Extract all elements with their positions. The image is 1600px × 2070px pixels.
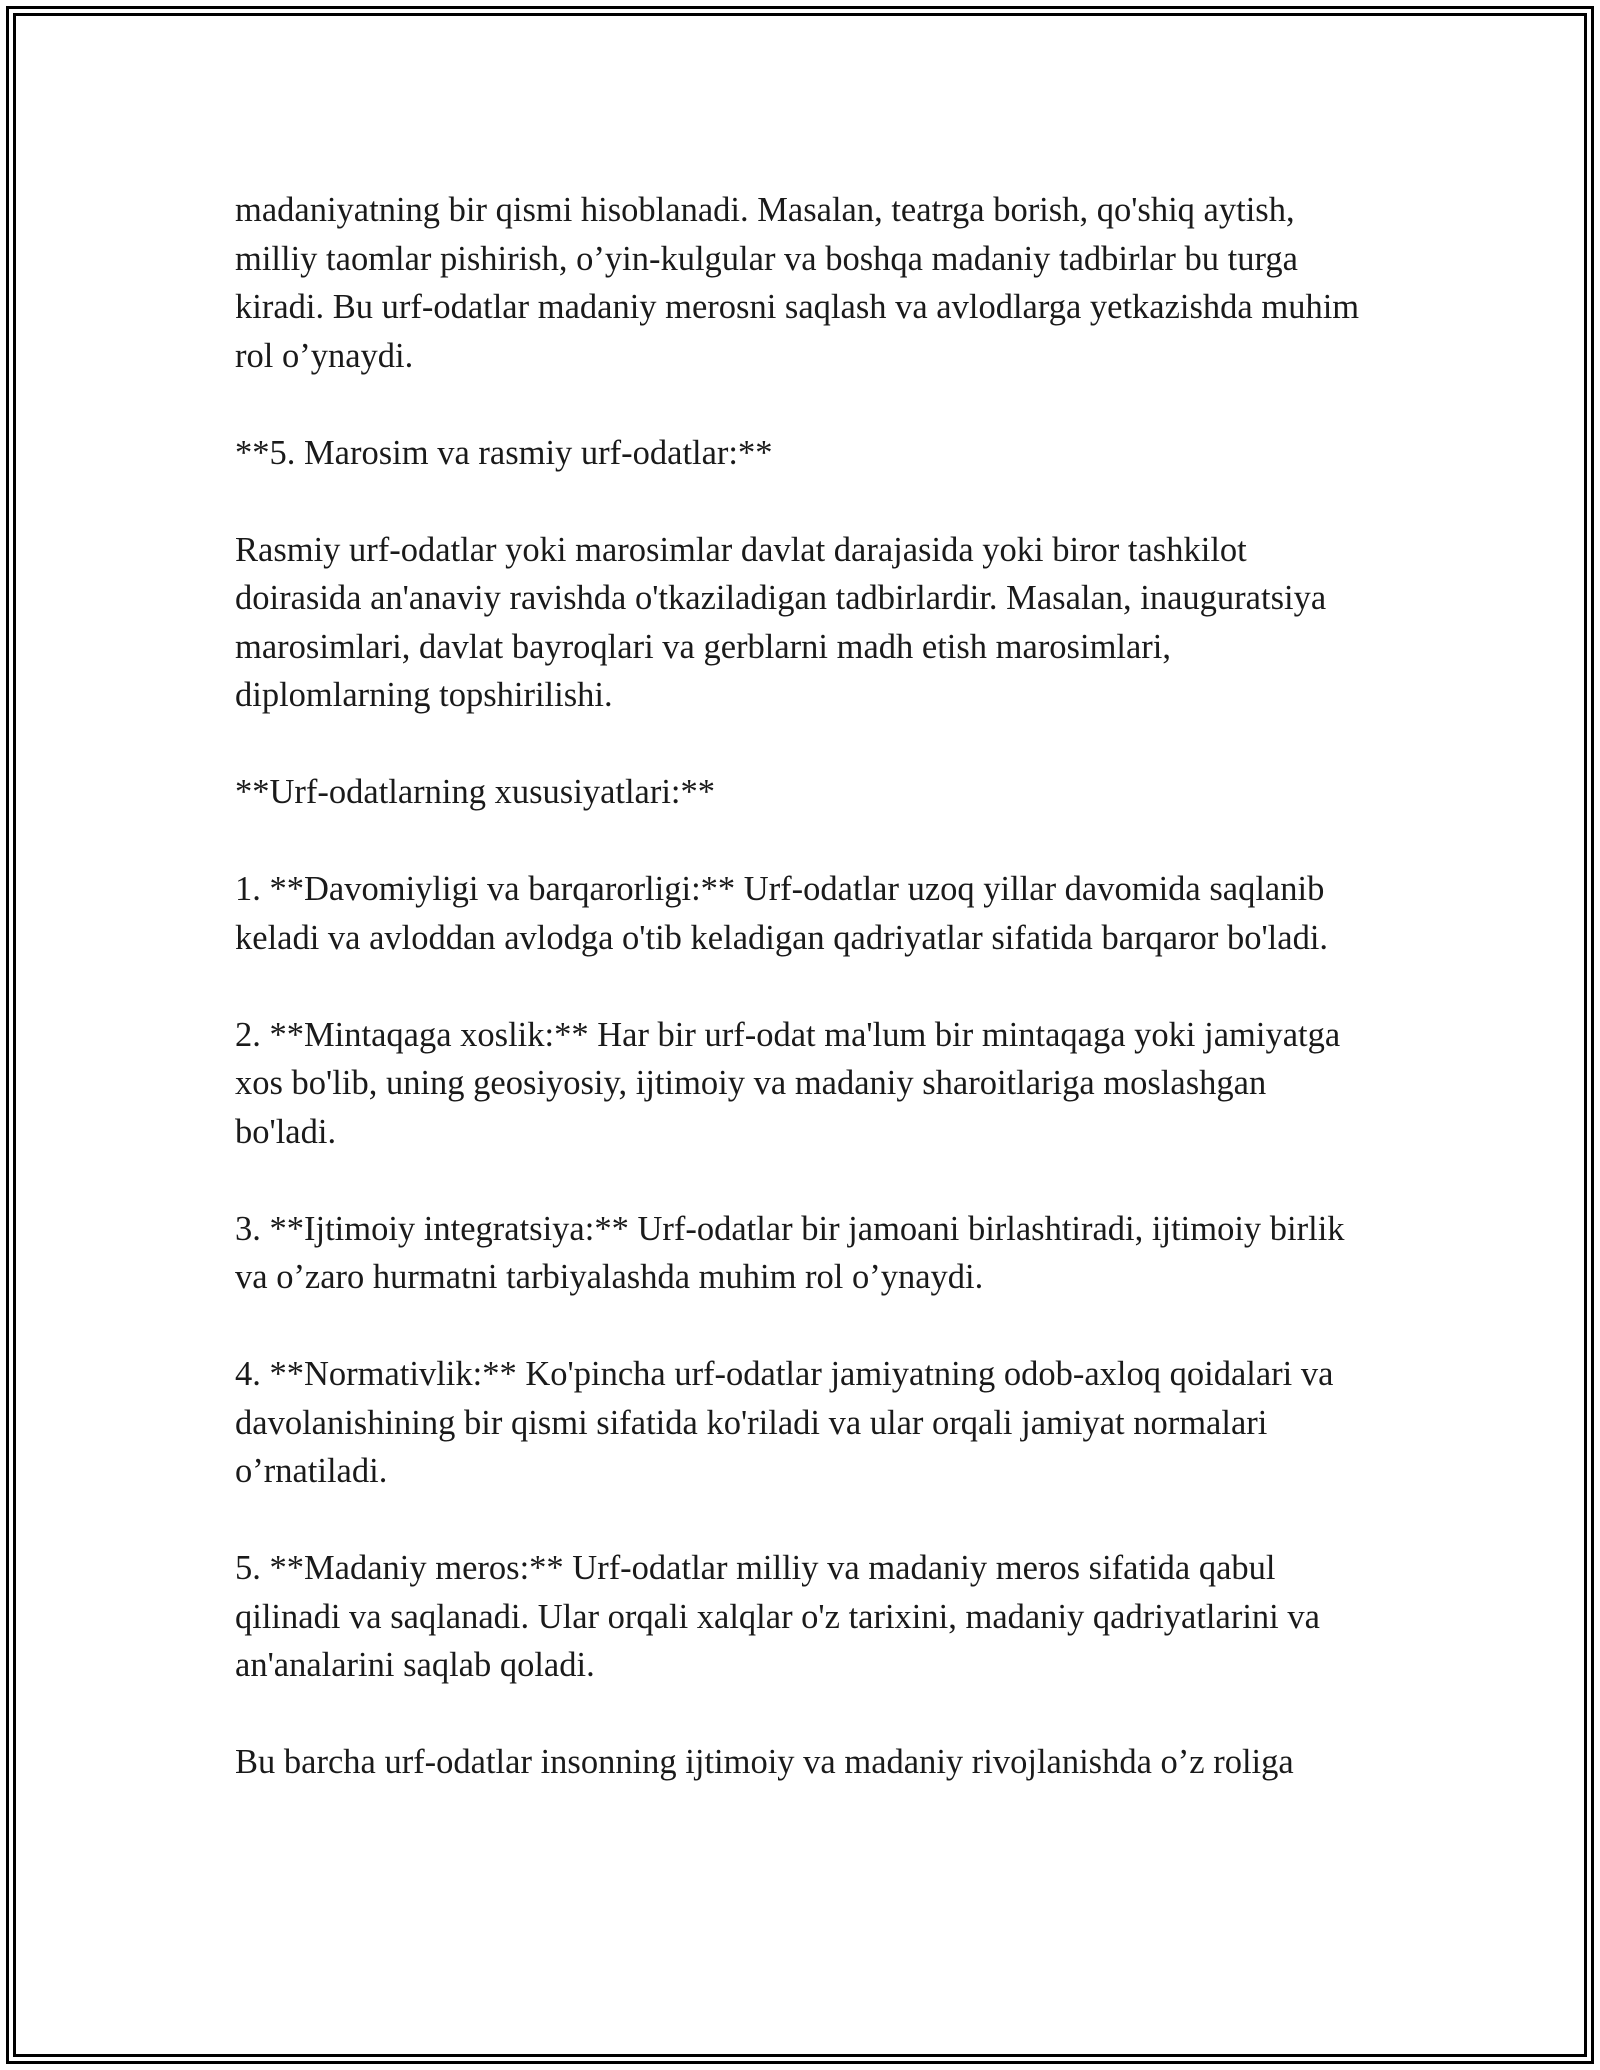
paragraph-cultural-customs-continuation: madaniyatning bir qismi hisoblanadi. Masalan, teatrga borish, qo'shiq aytish, milliy taomlar pishirish, o’yin-kulgular va boshqa madaniy tadbirlar bu turga kiradi. Bu urf-odatlar madaniy merosni saqlash va avlodlarga yetkazishda muhim rol o’ynaydi. (235, 191, 1360, 375)
document-body (235, 186, 1375, 1835)
list-item-social-integration: 3. **Ijtimoiy integratsiya:** Urf-odatlar bir jamoani birlashtiradi, ijtimoiy birlik va o’zaro hurmatni tarbiyalashda muhim rol o’ynaydi. (235, 1209, 1345, 1296)
paragraph-ceremonial-customs: Rasmiy urf-odatlar yoki marosimlar davlat darajasida yoki biror tashkilot doirasida an'anaviy ravishda o'tkaziladigan tadbirlardir. Masalan, inauguratsiya marosimlari, davlat bayroqlari va gerblarni madh etish marosimlari, diplomlarning topshirilishi. (235, 530, 1327, 714)
paragraph-conclusion-start: Bu barcha urf-odatlar insonning ijtimoiy va madaniy rivojlanishda o’z roliga (235, 1743, 1294, 1781)
heading-ceremonial-customs: **5. Marosim va rasmiy urf-odatlar:** (235, 433, 773, 472)
list-item-continuity: 1. **Davomiyligi va barqarorligi:** Urf-odatlar uzoq yillar davomida saqlanib keladi va avloddan avlodga o'tib keladigan qadriyatlar sifatida barqaror bo'ladi. (235, 870, 1329, 957)
list-item-regional-specificity: 2. **Mintaqaga xoslik:** Har bir urf-odat ma'lum bir mintaqaga yoki jamiyatga xos bo'lib, uning geosiyosiy, ijtimoiy va madaniy sharoitlariga moslashgan bo'ladi. (235, 1015, 1341, 1151)
heading-customs-characteristics: **Urf-odatlarning xususiyatlari:** (235, 773, 716, 811)
list-item-normativity: 4. **Normativlik:** Ko'pincha urf-odatlar jamiyatning odob-axloq qoidalari va davolanishining bir qismi sifatida ko'riladi va ular orqali jamiyat normalari o’rnatiladi. (235, 1355, 1334, 1490)
list-item-cultural-heritage: 5. **Madaniy meros:** Urf-odatlar milliy va madaniy meros sifatida qabul qilinadi va saqlanadi. Ular orqali xalqlar o'z tarixini, madaniy qadriyatlarini va an'analarini saqlab qoladi. (235, 1549, 1320, 1684)
